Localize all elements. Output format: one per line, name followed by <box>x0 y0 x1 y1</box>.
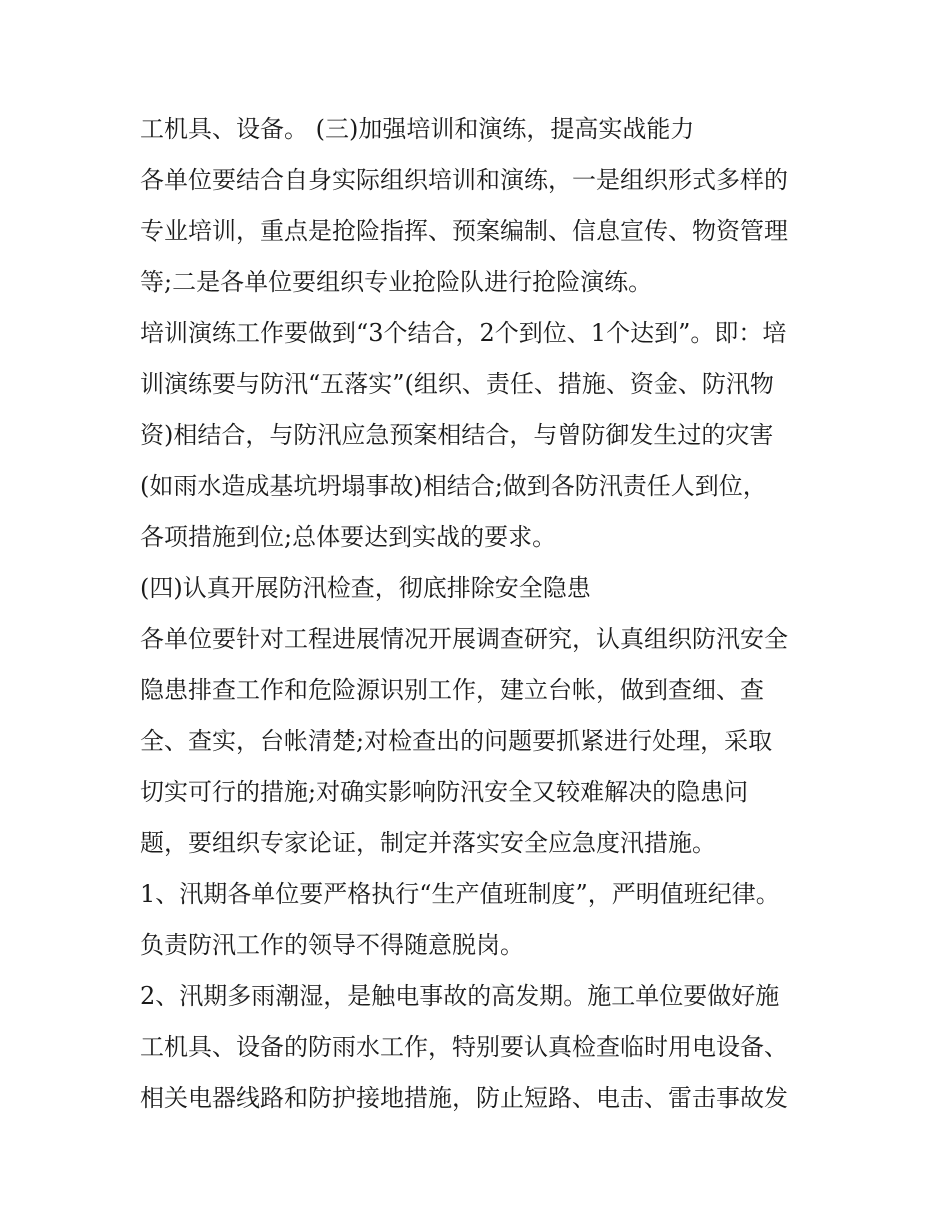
text-line: 1、汛期各单位要严格执行“生产值班制度”，严明值班纪律。 <box>140 880 780 908</box>
text-line: 2、汛期多雨潮湿，是触电事故的高发期。施工单位要做好施 <box>140 982 780 1010</box>
text-line: 培训演练工作要做到“3个结合，2个到位、1个达到”。即：培 <box>140 319 787 347</box>
text-line: (如雨水造成基坑坍塌事故)相结合;做到各防汛责任人到位， <box>140 472 767 500</box>
text-line: 隐患排查工作和危险源识别工作，建立台帐，做到查细、查 <box>140 676 764 704</box>
text-line: 题，要组织专家论证，制定并落实安全应急度汛措施。 <box>140 829 716 857</box>
text-line: 负责防汛工作的领导不得随意脱岗。 <box>140 931 524 959</box>
text-line: 各项措施到位;总体要达到实战的要求。 <box>140 523 557 551</box>
text-line: 专业培训，重点是抢险指挥、预案编制、信息宣传、物资管理 <box>140 217 788 245</box>
text-line: 各单位要结合自身实际组织培训和演练，一是组织形式多样的 <box>140 166 788 194</box>
text-line: 切实可行的措施;对确实影响防汛安全又较难解决的隐患问 <box>140 778 749 806</box>
text-line: 资)相结合，与防汛应急预案相结合，与曾防御发生过的灾害 <box>140 421 774 449</box>
text-line: 各单位要针对工程进展情况开展调查研究，认真组织防汛安全 <box>140 625 788 653</box>
section-heading: (四)认真开展防汛检查，彻底排除安全隐患 <box>140 574 591 602</box>
text-line: 全、查实，台帐清楚;对检查出的问题要抓紧进行处理，采取 <box>140 727 773 755</box>
text-line: 工机具、设备的防雨水工作，特别要认真检查临时用电设备、 <box>140 1033 788 1061</box>
text-line: 相关电器线路和防护接地措施，防止短路、电击、雷击事故发 <box>140 1084 788 1112</box>
text-line: 等;二是各单位要组织专业抢险队进行抢险演练。 <box>140 268 653 296</box>
text-line: 训演练要与防汛“五落实”(组织、责任、措施、资金、防汛物 <box>140 370 774 398</box>
text-line: 工机具、设备。 (三)加强培训和演练，提高实战能力 <box>140 115 695 143</box>
